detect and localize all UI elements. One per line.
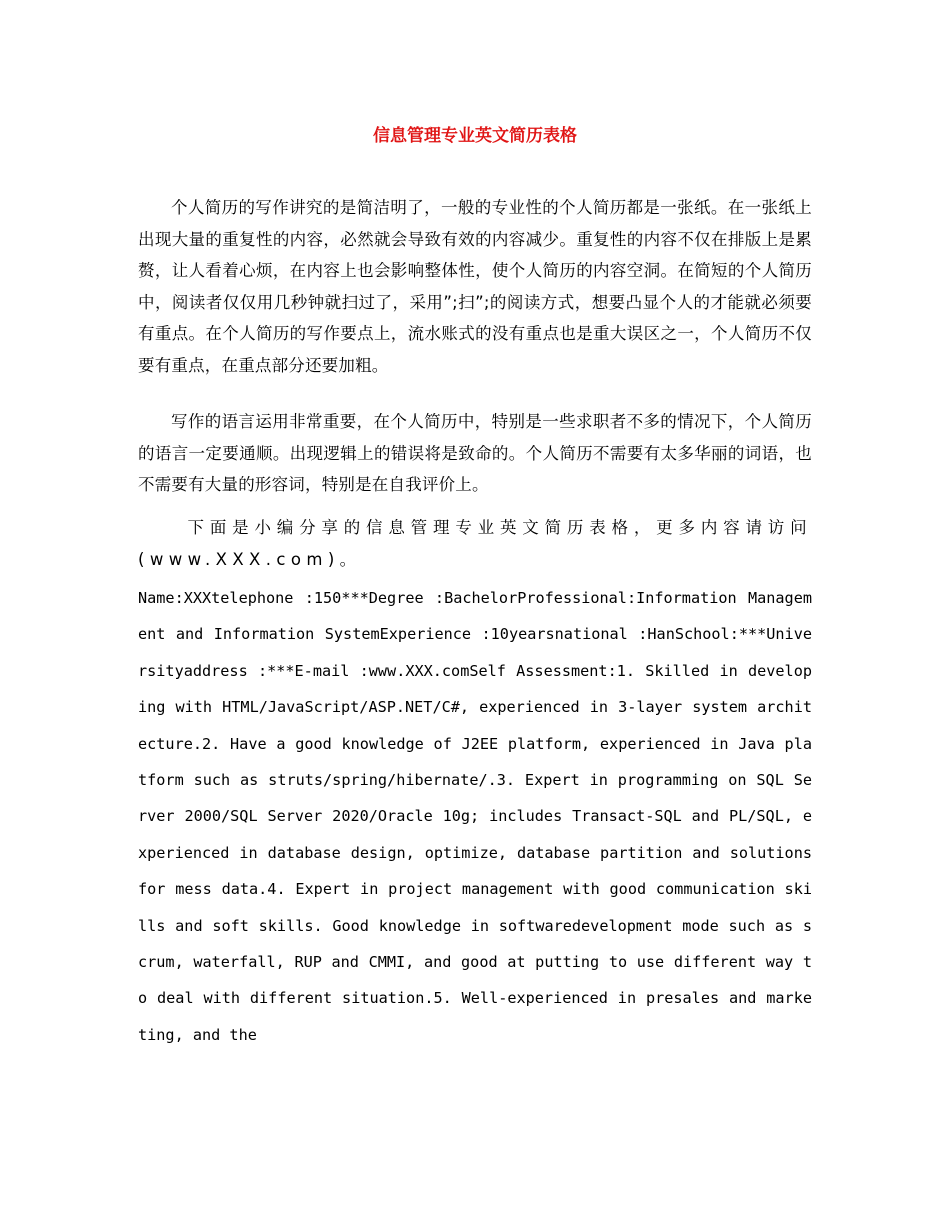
resume-body-text: Name:XXXtelephone :150***Degree :BachelorProfessional:Information Management and Information SystemExperience :10yearsnational :HanSchool:***Universityaddress :***E-mail :www.XXX.comSelf Assessment:1. Skilled in developing with HTML/JavaScript/ASP.NET/C#, experienced in 3-layer system architecture.2. Have a good knowledge of J2EE platform, experienced in Java platform such as struts/spring/hibernate/.3. Expert in programming on SQL Server 2000/SQL Server 2020/Oracle 10g; includes Transact-SQL and PL/SQL, experienced in database design, optimize, database partition and solutions for mess data.4. Expert in project management with good communication skills and soft skills. Good knowledge in softwaredevelopment mode such as scrum, waterfall, RUP and CMMI, and good at putting to use different way to deal with different situation.5. Well-experienced in presales and marketing, and the <box>138 589 812 1044</box>
language-paragraph: 写作的语言运用非常重要，在个人简历中，特别是一些求职者不多的情况下，个人简历的语言一定要通顺。出现逻辑上的错误将是致命的。个人简历不需要有太多华丽的词语，也不需要有大量的形容词，特别是在自我评价上。 <box>138 412 812 494</box>
share-paragraph: 下面是小编分享的信息管理专业英文简历表格，更多内容请访问(www.XXX.com)。 <box>138 518 812 569</box>
document-title: 信息管理专业英文简历表格 <box>373 126 577 146</box>
intro-paragraph: 个人简历的写作讲究的是简洁明了，一般的专业性的个人简历都是一张纸。在一张纸上出现大量的重复性的内容，必然就会导致有效的内容减少。重复性的内容不仅在排版上是累赘，让人看着心烦，在内容上也会影响整体性，使个人简历的内容空洞。在简短的个人简历中，阅读者仅仅用几秒钟就扫过了，采用”;扫”;的阅读方式，想要凸显个人的才能就必须要有重点。在个人简历的写作要点上，流水账式的没有重点也是重大误区之一，个人简历不仅要有重点，在重点部分还要加粗。 <box>138 198 812 375</box>
